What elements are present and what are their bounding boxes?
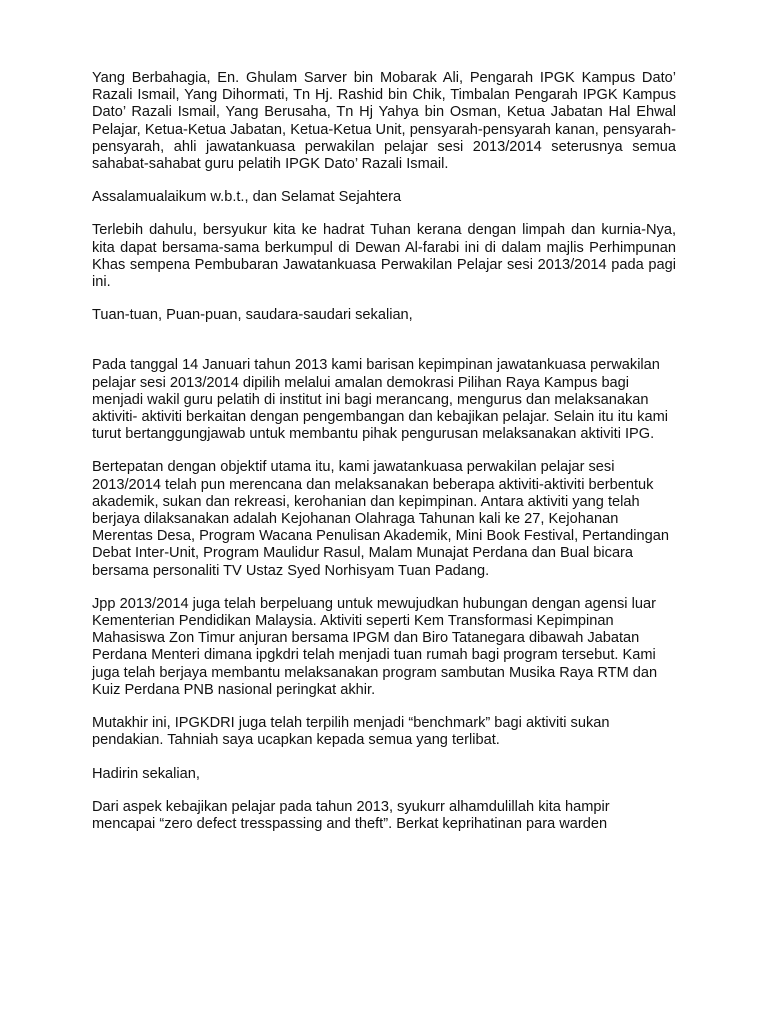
address-paragraph: Tuan-tuan, Puan-puan, saudara-saudari sekalian, [92,307,413,324]
greeting-paragraph: Assalamualaikum w.b.t., dan Selamat Sejahtera [92,189,402,206]
gratitude-paragraph: Terlebih dahulu, bersyukur kita ke hadrat Tuhan kerana dengan limpah dan kurnia-Nya, kita dapat bersama-sama berkumpul di Dewan Al-farabi ini di dalam majlis Perhimpunan Khas sempena Pembubaran Jawatankuasa Perwakilan Pelajar sesi 2013/2014 pada pagi ini. [92,222,676,291]
welfare-paragraph: Dari aspek kebajikan pelajar pada tahun 2013, syukurr alhamdulillah kita hampir mencapai “zero defect tresspassing and theft”. Berkat keprihatinan para warden [92,798,610,832]
election-paragraph: Pada tanggal 14 Januari tahun 2013 kami barisan kepimpinan jawatankuasa perwakilan pelajar sesi 2013/2014 dipilih melalui amalan demokrasi Pilihan Raya Kampus bagi menjadi wakil guru pelatih di institut ini bagi merancang, mengurus dan melaksanakan aktiviti- aktiviti berkaitan dengan pengembangan dan kebajikan pelajar. Selain itu itu kami turut bertanggungjawab untuk membantu pihak pengurusan melaksanakan aktiviti IPG. [92,357,668,443]
opening-salutation-paragraph: Yang Berbahagia, En. Ghulam Sarver bin Mobarak Ali, Pengarah IPGK Kampus Dato’ Razali Ismail, Yang Dihormati, Tn Hj. Rashid bin Chik, Timbalan Pengarah IPGK Kampus Dato’ Razali Ismail, Yang Berusaha, Tn Hj Yahya bin Osman, Ketua Jabatan Hal Ehwal Pelajar, Ketua-Ketua Jabatan, Ketua-Ketua Unit, pensyarah-pensyarah kanan, pensyarah-pensyarah, ahli jawatankuasa perwakilan pelajar sesi 2013/2014 seterusnya semua sahabat-sahabat guru pelatih IPGK Dato’ Razali Ismail. [92,70,676,173]
document-page [92,70,676,849]
benchmark-paragraph: Mutakhir ini, IPGKDRI juga telah terpilih menjadi “benchmark” bagi aktiviti sukan pendakian. Tahniah saya ucapkan kepada semua yang terlibat. [92,715,610,749]
agency-paragraph: Jpp 2013/2014 juga telah berpeluang untuk mewujudkan hubungan dengan agensi luar Kementerian Pendidikan Malaysia. Aktiviti seperti Kem Transformasi Kepimpinan Mahasiswa Zon Timur anjuran bersama IPGM dan Biro Tatanegara dibawah Jabatan Perdana Menteri dimana ipgkdri telah menjadi tuan rumah bagi program tersebut. Kami juga telah berjaya membantu melaksanakan program sambutan Musika Raya RTM dan Kuiz Perdana PNB nasional peringkat akhir. [92,595,658,698]
activities-paragraph: Bertepatan dengan objektif utama itu, kami jawatankuasa perwakilan pelajar sesi 2013/2014 telah pun merencana dan melaksanakan beberapa aktiviti-aktiviti berbentuk akademik, sukan dan rekreasi, kerohanian dan kepimpinan. Antara aktiviti yang telah berjaya dilaksanakan adalah Kejohanan Olahraga Tahunan kali ke 27, Kejohanan Merentas Desa, Program Wacana Penulisan Akademik, Mini Book Festival, Pertandingan Debat Inter-Unit, Program Maulidur Rasul, Malam Munajat Perdana dan Bual bicara bersama personaliti TV Ustaz Syed Norhisyam Tuan Padang. [92,459,670,579]
audience-paragraph: Hadirin sekalian, [92,765,200,782]
